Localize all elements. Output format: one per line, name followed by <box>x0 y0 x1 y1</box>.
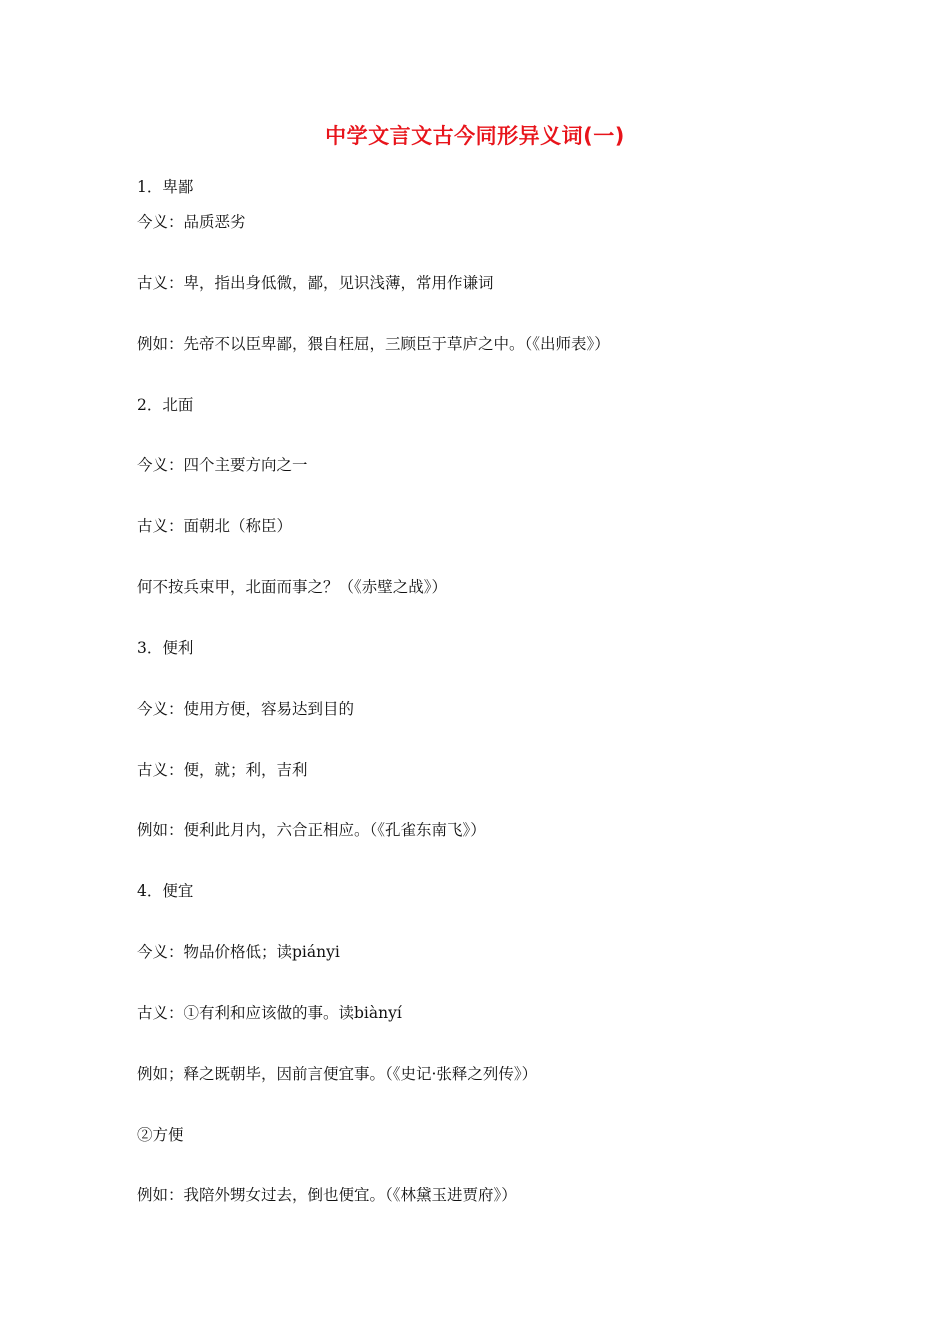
entry-1-example: 例如：先帝不以臣卑鄙，猥自枉屈，三顾臣于草庐之中。（《出师表》） <box>137 335 610 353</box>
entry-4-ancient-meaning: 古义：①有利和应该做的事。读biànyí <box>137 1004 402 1022</box>
entry-4-example-1: 例如；释之既朝毕，因前言便宜事。（《史记·张释之列传》） <box>137 1065 538 1083</box>
document-title: 中学文言文古今同形异义词(一) <box>325 124 625 148</box>
entry-heading-4: 4．便宜 <box>137 882 194 900</box>
entry-4-modern-meaning: 今义：物品价格低；读piányi <box>137 943 340 961</box>
entry-2-ancient-meaning: 古义：面朝北（称臣） <box>137 517 293 535</box>
entry-heading-1: 1．卑鄙 <box>137 178 194 196</box>
entry-1-ancient-meaning: 古义：卑，指出身低微，鄙，见识浅薄，常用作谦词 <box>137 274 494 292</box>
entry-3-modern-meaning: 今义：使用方便，容易达到目的 <box>137 700 355 718</box>
entry-2-example: 何不按兵束甲，北面而事之？（《赤壁之战》） <box>137 578 448 596</box>
entry-4-example-2: 例如：我陪外甥女过去，倒也便宜。（《林黛玉进贾府》） <box>137 1186 517 1204</box>
entry-3-example: 例如：便利此月内，六合正相应。（《孔雀东南飞》） <box>137 821 486 839</box>
entry-4-ancient-meaning-2: ②方便 <box>137 1126 184 1144</box>
entry-2-modern-meaning: 今义：四个主要方向之一 <box>137 456 308 474</box>
entry-1-modern-meaning: 今义：品质恶劣 <box>137 213 246 231</box>
entry-3-ancient-meaning: 古义：便，就；利，吉利 <box>137 761 308 779</box>
entry-heading-2: 2．北面 <box>137 396 194 414</box>
entry-heading-3: 3．便利 <box>137 639 194 657</box>
